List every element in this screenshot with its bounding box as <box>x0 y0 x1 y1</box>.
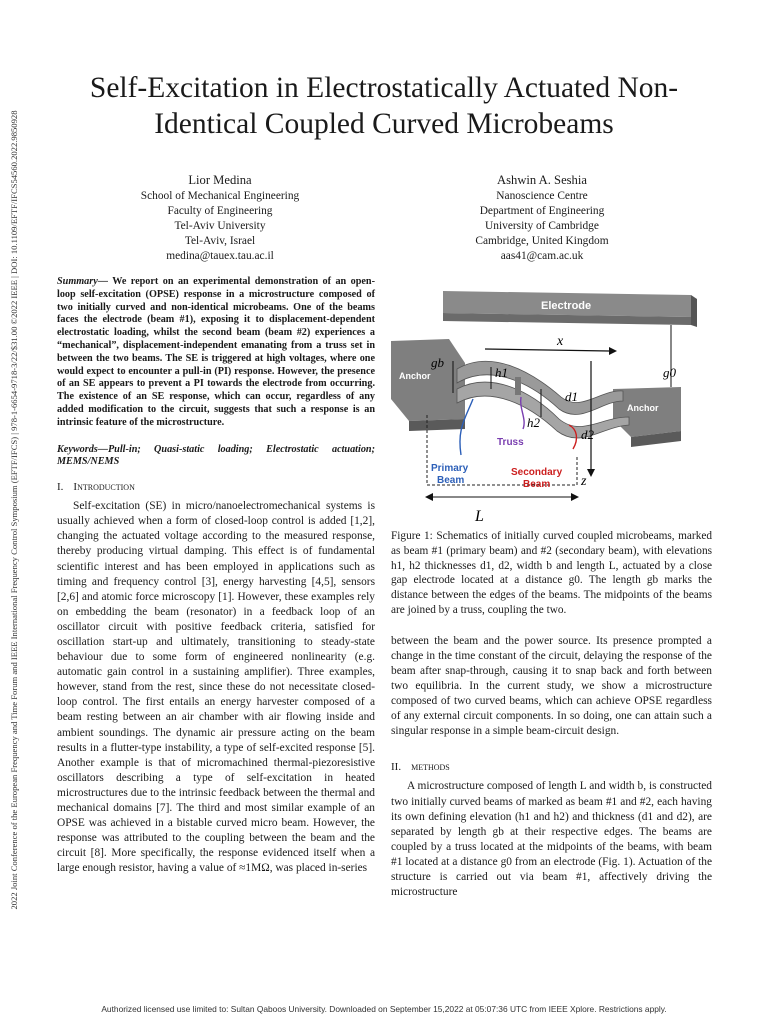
author-affiliation: Nanoscience Centre <box>496 190 588 202</box>
electrode-label: Electrode <box>541 300 592 312</box>
primary-label-2: Beam <box>437 475 465 486</box>
author-affiliation: Faculty of Engineering <box>167 205 273 217</box>
h2-label: h2 <box>527 415 540 430</box>
abstract-label: Summary <box>57 276 98 287</box>
section-heading-introduction <box>57 481 375 493</box>
figure-1 <box>391 279 709 523</box>
abstract <box>57 276 375 430</box>
section-number: I. <box>57 481 64 494</box>
paper-title <box>40 70 728 142</box>
author-affiliation: Cambridge, United Kingdom <box>475 235 609 247</box>
truss-label: Truss <box>497 437 524 448</box>
doi-sidebar <box>6 30 22 990</box>
author-name: Lior Medina <box>188 173 252 187</box>
anchor-left-label: Anchor <box>399 371 431 381</box>
x-axis-arrowhead <box>609 347 617 355</box>
d1-label: d1 <box>565 389 578 404</box>
author-email: aas41@cam.ac.uk <box>500 250 584 262</box>
paper-title-line1: Self-Excitation in Electrostatically Actuated Non- <box>89 72 679 104</box>
license-footer: Authorized licensed use limited to: Sultan Qaboos University. Downloaded on September 15,2022 at 05:07:36 UTC from IEEE Xplore. Restrictions apply. <box>101 1004 667 1014</box>
keywords: Keywords—Pull-in; Quasi-static loading; Electrostatic actuation; MEMS/NEMS <box>57 443 375 468</box>
L-label: L <box>475 508 484 523</box>
author-email: medina@tauex.tau.ac.il <box>166 250 274 262</box>
continued-paragraph: between the beam and the power source. Its presence prompted a change in the time constant of the circuit, delaying the response of the beam after snap-through, causing it to snap back and forth between two equilibria. In the current study, we show a microstructure composed of two curved beams, which can achieve OPSE regardless of any external circuit components. In so doing, one can attain such a singular response in a simple beam-circuit design. <box>391 634 712 738</box>
section-title: Introduction <box>73 481 135 494</box>
paper-title-line2: Identical Coupled Curved Microbeams <box>154 108 614 140</box>
z-label: z <box>581 474 587 489</box>
figure-caption: Figure 1: Schematics of initially curved coupled microbeams, marked as beam #1 (primary beam) and #2 (secondary beam), with elevations h1, h2 thicknesses d1, d2, width b and length L, actuated by a close gap electrode located at a distance g0. The length gb marks the distance between the edges of the beams. The midpoints of the beams are joined by a truss, coupling the two. <box>391 530 712 616</box>
d2-label: d2 <box>581 427 594 442</box>
right-column <box>391 276 712 900</box>
author-name: Ashwin A. Seshia <box>497 173 587 187</box>
author-affiliation: Tel-Aviv University <box>174 220 266 232</box>
secondary-label-2: Beam <box>523 479 551 490</box>
microbeam-schematic <box>391 279 709 523</box>
length-arrowhead-right <box>571 493 579 501</box>
doi-sidebar-text: 2022 Joint Conference of the European Frequency and Time Forum and IEEE International Frequency Control Symposium (EFTF/IFCS) | 978-1-6654-9718-3/22/$31.00 ©2022 IEEE | DOI: 10.1109/EFTF/IFCS54560.2022.9850928 <box>9 110 19 910</box>
primary-label-1: Primary <box>431 463 469 474</box>
section-title: methods <box>411 761 450 774</box>
anchor-right-label: Anchor <box>627 403 659 413</box>
section-heading-methods <box>391 761 712 773</box>
left-column <box>57 276 375 877</box>
x-axis-line <box>485 349 609 351</box>
g0-label: g0 <box>663 365 676 380</box>
author-affiliation: Department of Engineering <box>479 205 605 217</box>
methods-paragraph: A microstructure composed of length L and width b, is constructed two initially curved beams of marked as beam #1 and #2, each having its own defining elevation (h1 and h2) and thickness (d1 and d2), are separated by length gb at their respective edges. The beams are coupled by a truss located at the midpoints of the beams, with beam #1 located at a distance g0 from an electrode (Fig. 1). Actuation of the structure is carried out via beam #1, affectively driving the microstructure <box>391 780 712 899</box>
author-block-1 <box>90 172 350 264</box>
secondary-label-1: Secondary <box>511 467 563 478</box>
section-number: II. <box>391 761 402 774</box>
abstract-text: — We report on an experimental demonstration of an open-loop self-excitation (OPSE) response in a microstructure composed of two initially curved and non-identical microbeams. One of the beams faces the electrode (beam #1), exposing it to displacement-dependent electrostatic loading, whilst the second beam (beam #2) experiences a “mechanical”, displacement-independent emanating from a truss set in between the two beams. The SE is triggered at high voltages, where one would expect to encounter a pull-in (PI) response. However, the presence of an SE appears to prevent a PI towards the electrode from occurring. The existence of an SE response, which can occur, regardless of any added modification to the circuit, suggests that such a response is an intrinsic feature of the microstructure. <box>57 276 375 428</box>
x-label: x <box>557 334 564 349</box>
gb-label: gb <box>431 355 444 370</box>
z-axis-arrowhead <box>587 469 595 477</box>
author-block-2 <box>412 172 672 264</box>
electrode-end <box>691 295 697 327</box>
author-affiliation: Tel-Aviv, Israel <box>184 235 256 247</box>
author-affiliation: University of Cambridge <box>485 220 599 232</box>
truss-shape <box>515 377 521 395</box>
author-affiliation: School of Mechanical Engineering <box>140 190 300 202</box>
introduction-paragraph: Self-excitation (SE) in micro/nanoelectromechanical systems is usually achieved when a form of closed-loop control is added [1,2], changing the actuated voltage according to the measured response, thereby producing virtual damping. This effect is of fundamental scientific interest and has been employed in applications such as timing and frequency control [3], energy harvesting [4,5], sensors [2,6] and atomic force microscopy [1]. However, these examples rely on embedding the beam (resonator) in a feedback loop of an oscillator circuit with positive feedback criteria, satisfied for oscillation start-up and ultimately, transitioning to steady-state behaviour due to some form of engineered nonlinearity (e.g. automatic gain control in a sustaining amplifier). Three examples, however, stand from the rest, since these do not necessitate closed-loop control. The first entails an energy harvester composed of a beam resting between an air chamber with air flowing inside and ambient soundings. The dynamic air pressure acting on the beam results in a flutter-type instability, a type of self-excited response [5]. Another example is that of micromachined thermal-piezoresistive oscillators describing a type of self-excitation in heated microstructures due to the intrinsic feedback between the thermal and mechanical domains [7]. The third and most similar example of an OPSE was achieved in a bistable curved micro beam. However, the response was attributed to the coupling between the beam and the circuit [8]. More specifically, the response evidenced itself when a large enough resistor, having a value of ≈1MΩ, was placed in-series <box>57 500 375 875</box>
left-anchor-side <box>409 419 465 431</box>
h1-label: h1 <box>495 365 508 380</box>
length-arrowhead-left <box>425 493 433 501</box>
